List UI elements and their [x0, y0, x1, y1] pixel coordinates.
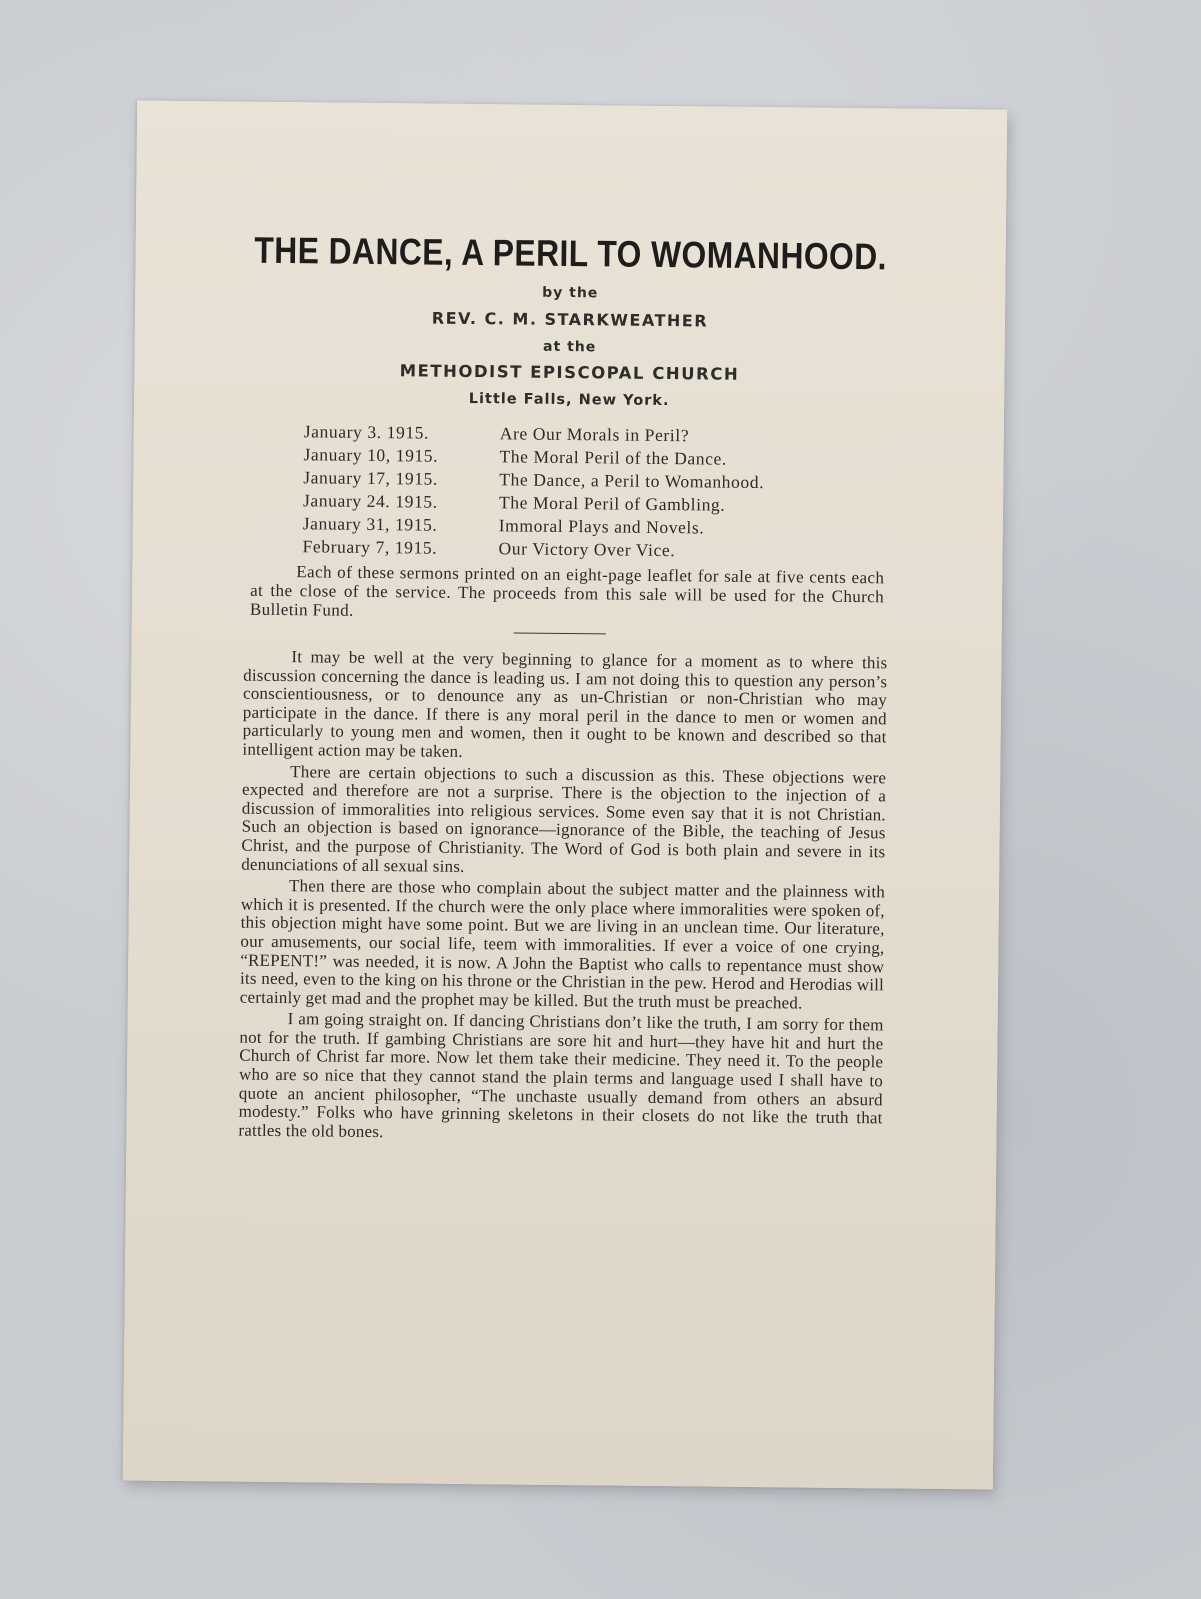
schedule-topic: The Dance, a Peril to Womanhood.: [499, 469, 765, 493]
document-title: THE DANCE, A PERIL TO WOMANHOOD.: [254, 229, 888, 278]
church-name: METHODIST EPISCOPAL CHURCH: [399, 361, 740, 384]
schedule-date: January 17, 1915.: [303, 467, 439, 489]
by-line: by the: [542, 284, 599, 302]
schedule-date: January 31, 1915.: [302, 513, 438, 535]
schedule-row: [302, 535, 763, 563]
divider-rule: [514, 632, 606, 634]
body-paragraph: Then there are those who complain about the subject matter and the plainness with which it is presented. If the church were the only place where immoralities were spoken of, this objection might have some point. But we are living in an unclean time. Our literature, our amusements, our social life, teem with immoralities. If ever a voice of one crying, “REPENT!” was needed, it is now. A John the Baptist who calls to repentance must show its need, even to the king on his throne or the Christian in the pew. Herod and Herodias will certainly get mad and the prophet may be killed. But the truth must be preached.: [239, 876, 886, 1013]
sermon-leaflet: [123, 100, 1007, 1489]
sale-notice: Each of these sermons printed on an eight-page leaflet for sale at five cents each at the close of the service. The proceeds from this sale will be used for the Church Bulletin Fund.: [249, 562, 885, 620]
schedule-date: January 24. 1915.: [302, 490, 438, 512]
sermon-schedule: [302, 420, 764, 563]
schedule-topic: The Moral Peril of Gambling.: [498, 492, 726, 515]
body-paragraph: It may be well at the very beginning to glance for a moment as to where this discussion concerning the dance is leading us. I am not doing this to question any person’s conscientiousness, or to denounce any as un-Christian or non-Christian who may participate in the dance. If there is any moral peril in the dance to men or women and particularly to young men and women, then it ought to be known and described so that intelligent action may be taken.: [242, 647, 888, 761]
church-location: Little Falls, New York.: [468, 390, 670, 410]
sermon-body: [238, 648, 887, 1150]
schedule-topic: Our Victory Over Vice.: [498, 538, 676, 561]
schedule-topic: The Moral Peril of the Dance.: [499, 446, 727, 469]
at-line: at the: [543, 338, 597, 356]
schedule-topic: Are Our Morals in Peril?: [499, 423, 690, 446]
schedule-date: February 7, 1915.: [302, 536, 438, 558]
schedule-topic: Immoral Plays and Novels.: [498, 515, 705, 538]
schedule-date: January 3. 1915.: [303, 421, 430, 443]
body-paragraph: There are certain objections to such a discussion as this. These objections were expected and therefore are not a surprise. There is the objection to the injection of a discussion of immoralities into religious services. Some even say that it is not Christian. Such an objection is based on ignorance—ignorance of the Bible, the teaching of Jesus Christ, and the purpose of Christianity. The Word of God is both plain and severe in its denunciations of all sexual sins.: [241, 761, 887, 876]
body-paragraph: I am going straight on. If dancing Christians don’t like the truth, I am sorry for them not for the truth. If gambing Christians are sore hit and hurt—they have hit and hurt the Church of Christ far more. Now let them take their medicine. They need it. To the people who are so nice that they cannot stand the plain terms and language used I shall have to quote an ancient philosopher, “The unchaste usually demand from others an absurd modesty.” Folks who have grinning skeletons in their closets do not like the truth that rattles the old bones.: [238, 1009, 884, 1141]
author-name: REV. C. M. STARKWEATHER: [431, 308, 709, 331]
schedule-date: January 10, 1915.: [303, 444, 439, 466]
